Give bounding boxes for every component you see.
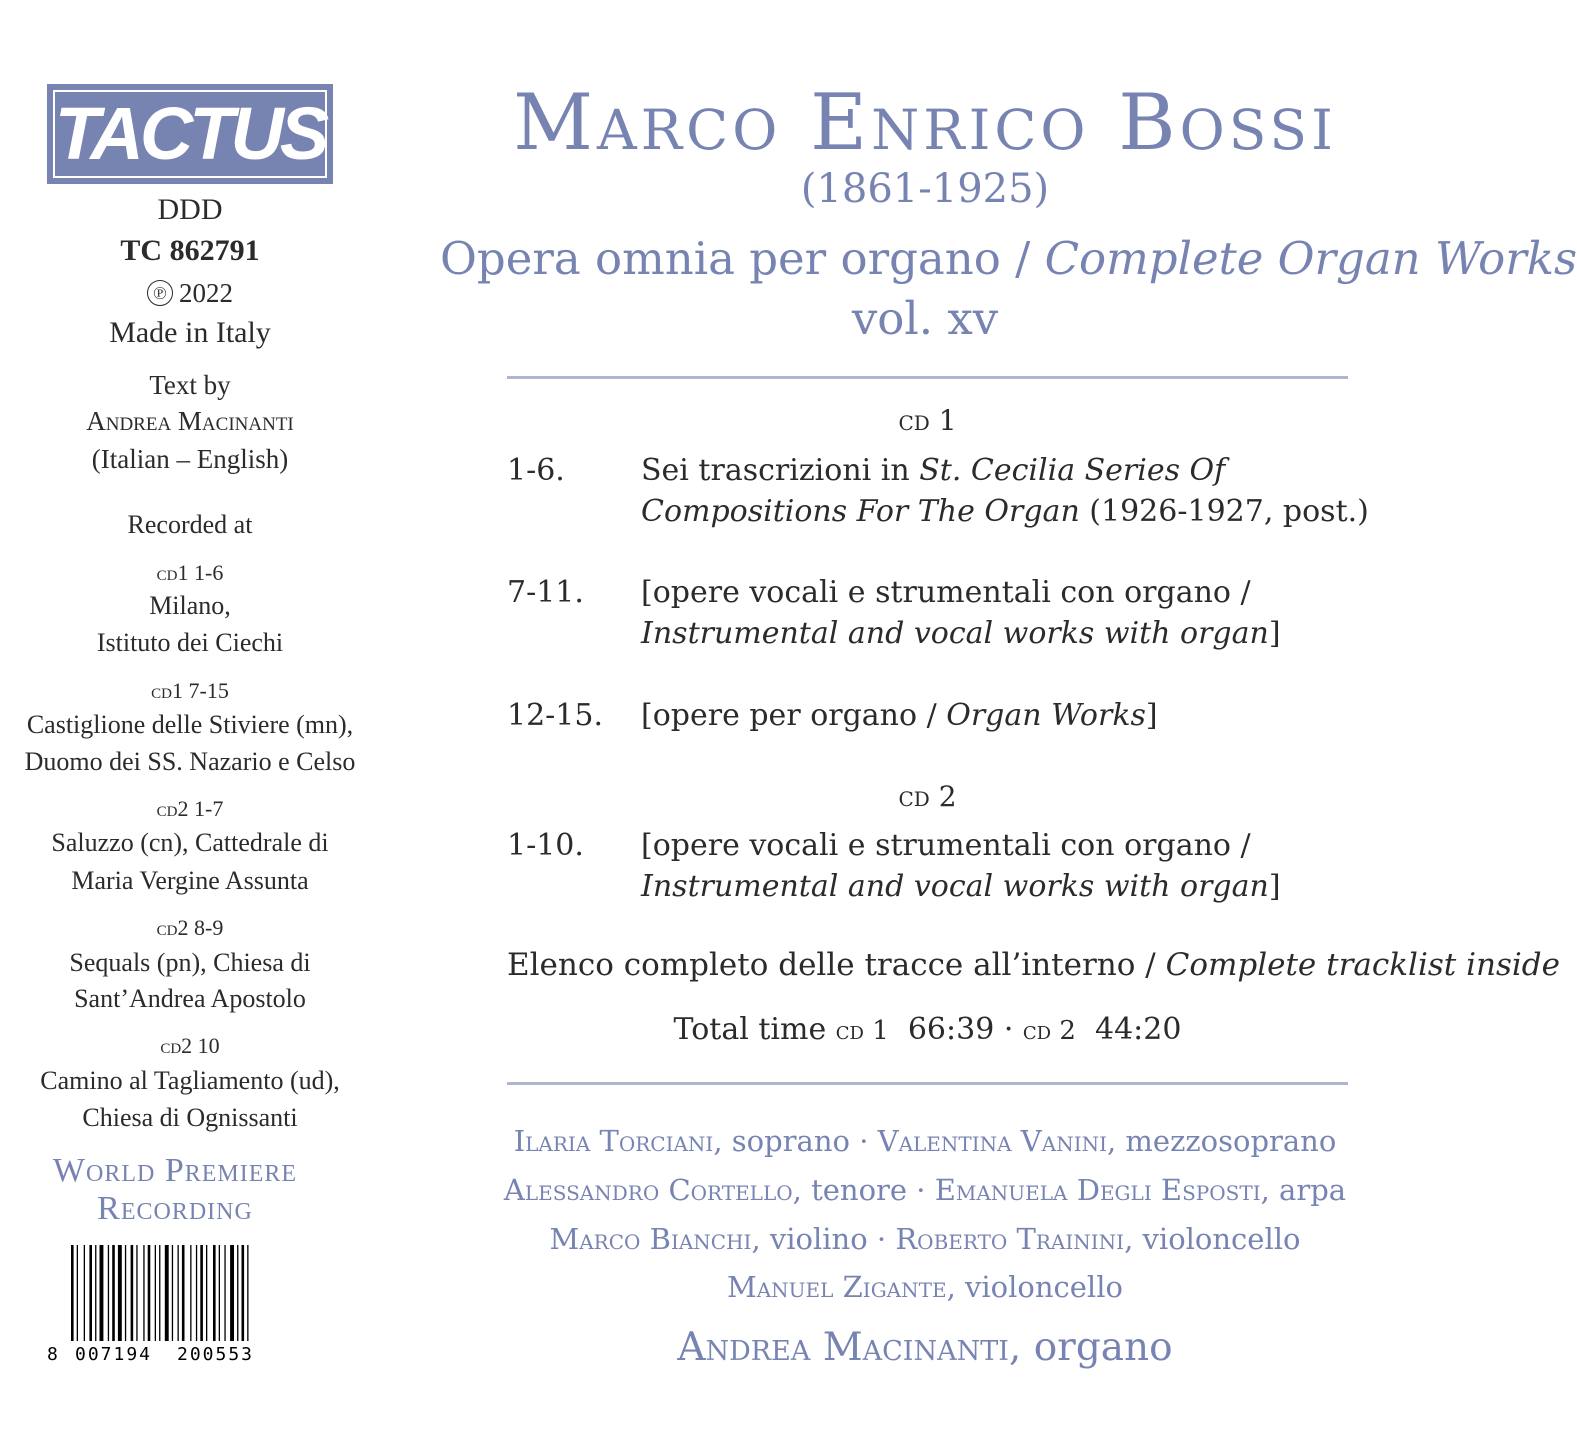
track-text-italic: Compositions For The Organ [641, 494, 1080, 529]
barcode-bar [172, 1245, 173, 1341]
track-number: 1-10. [507, 828, 584, 863]
barcode-bar [100, 1245, 104, 1341]
barcode-bar [219, 1245, 220, 1341]
performer-line [440, 1173, 1410, 1207]
performer-name: Marco Bianchi [549, 1222, 752, 1256]
total-time-cd2: 44:20 [1095, 1012, 1182, 1047]
barcode-left-digits: 007194 [75, 1344, 153, 1365]
barcode-bar [237, 1245, 238, 1341]
barcode-bar [71, 1245, 74, 1353]
world-premiere-line1: World Premiere [52, 1152, 298, 1189]
track-description [641, 572, 1281, 654]
text-by-name: Andrea Macinanti [86, 406, 294, 436]
track-number: 12-15. [507, 698, 604, 733]
tracklist-note [507, 947, 1560, 983]
venue-line: Chiesa di Ognissanti [82, 1103, 298, 1132]
logo-text: TACTUS [54, 92, 326, 175]
track-text: (1926-1927, post.) [1079, 494, 1369, 529]
barcode-bar [190, 1245, 191, 1341]
barcode-bar [125, 1245, 126, 1341]
track-text-italic: Instrumental and vocal works with organ [641, 616, 1269, 651]
tracklist-english: Complete tracklist inside [1165, 947, 1560, 983]
venue-tracks: cd2 8-9 [156, 915, 224, 940]
performer-role: , violoncello [946, 1270, 1123, 1304]
track-text: ] [1145, 698, 1158, 733]
barcode-bar [165, 1245, 169, 1353]
venue-line: Castiglione delle Stiviere (mn), [26, 710, 354, 739]
barcode-first-digit: 8 [47, 1344, 58, 1365]
made-in: Made in Italy [109, 316, 271, 349]
total-time-cd2-label: cd 2 [1022, 1016, 1076, 1046]
barcode-bar [213, 1245, 216, 1341]
venue-line: Camino al Tagliamento (ud), [40, 1066, 340, 1095]
composer-dates: (1861-1925) [800, 166, 1050, 212]
total-time-cd1-label: cd 1 [835, 1016, 889, 1046]
divider-bottom [507, 1082, 1348, 1085]
phonogram-icon: ℗ [147, 280, 173, 306]
volume-number: vol. xv [851, 292, 999, 345]
album-subtitle [440, 232, 1577, 285]
track-text-italic: Instrumental and vocal works with organ [641, 869, 1269, 904]
performer-role: , mezzosoprano [1107, 1124, 1337, 1158]
performer-line [440, 1270, 1410, 1304]
venue-line: Saluzzo (cn), Cattedrale di [51, 828, 329, 857]
barcode-bar [242, 1245, 245, 1341]
venue-tracks: cd2 1-7 [156, 796, 224, 821]
recorded-at-label: Recorded at [127, 510, 253, 539]
performer-name: Ilaria Torciani [513, 1124, 714, 1158]
performer-name: Emanuela Degli Esposti [934, 1173, 1261, 1207]
composer-name: Marco Enrico Bossi [513, 78, 1337, 168]
venue-line: Duomo dei SS. Nazario e Celso [24, 747, 356, 776]
performer-name: Alessandro Cortello [503, 1173, 793, 1207]
venue-line: Milano, [149, 591, 231, 620]
barcode-right-digits: 200553 [177, 1344, 255, 1365]
barcode-bar [206, 1245, 207, 1341]
catalog-number: TC 862791 [120, 234, 260, 267]
barcode-bar [196, 1245, 197, 1341]
barcode-bar [112, 1245, 115, 1341]
venue-line: Sequals (pn), Chiesa di [69, 948, 311, 977]
subtitle-english: Complete Organ Works [1044, 232, 1577, 285]
barcode-bar [159, 1245, 160, 1353]
performer-name: Valentina Vanini [877, 1124, 1107, 1158]
divider-top [507, 376, 1348, 379]
organist-line [440, 1325, 1410, 1370]
barcode-bar [108, 1245, 109, 1341]
total-time [507, 1012, 1348, 1047]
copyright-year: 2022 [179, 278, 233, 308]
barcode-bar [148, 1245, 151, 1341]
barcode-bar [200, 1245, 203, 1341]
barcode-bar [178, 1245, 179, 1341]
barcode-bar [89, 1245, 92, 1341]
performer-separator: · [867, 1222, 896, 1256]
performer-role: , soprano [713, 1124, 850, 1158]
cd2-heading: cd 2 [898, 780, 957, 813]
venue-line: Sant’Andrea Apostolo [74, 984, 306, 1013]
track-number: 7-11. [507, 575, 584, 610]
performer-line [440, 1124, 1410, 1158]
performer-role: , violino [751, 1222, 868, 1256]
copyright-line [10, 278, 370, 309]
performer-role: , tenore [792, 1173, 908, 1207]
performer-name: Roberto Trainini [895, 1222, 1125, 1256]
performer-separator: · [849, 1124, 878, 1158]
barcode-bar [143, 1245, 144, 1341]
track-text: ] [1268, 869, 1281, 904]
track-description [641, 695, 1158, 736]
total-time-cd1: 66:39 [907, 1012, 995, 1047]
track-text: [opere vocali e strumentali con organo / [641, 575, 1251, 610]
subtitle-separator: / [1000, 232, 1045, 285]
track-text: ] [1268, 616, 1281, 651]
organist-name: Andrea Macinanti [677, 1325, 1009, 1370]
cd1-heading: cd 1 [898, 404, 957, 437]
barcode-bar [224, 1245, 225, 1341]
performer-separator: · [907, 1173, 935, 1207]
barcode-bar [77, 1245, 78, 1353]
text-by-label: Text by [149, 370, 231, 400]
track-text: [opere per organo / [641, 698, 947, 733]
barcode-bar [136, 1245, 137, 1341]
track-text: [opere vocali e strumentali con organo / [641, 828, 1251, 863]
world-premiere-line2: Recording [97, 1190, 253, 1227]
performer-role: , violoncello [1124, 1222, 1301, 1256]
performer-line [440, 1222, 1410, 1256]
track-description [641, 825, 1281, 907]
track-text: Sei trascrizioni in [641, 453, 920, 488]
subtitle-italian: Opera omnia per organo [440, 232, 1001, 285]
barcode-bar [84, 1245, 85, 1341]
barcode-bar [155, 1245, 156, 1341]
performer-name: Manuel Zigante [727, 1270, 947, 1304]
barcode-bar [230, 1245, 234, 1341]
languages: (Italian – English) [91, 444, 289, 474]
format-code: DDD [157, 193, 223, 226]
total-time-separator: · [994, 1012, 1023, 1047]
organist-role: , organo [1008, 1325, 1173, 1370]
total-time-label: Total time [673, 1012, 836, 1047]
track-text-italic: Organ Works [946, 698, 1146, 733]
barcode [45, 1245, 290, 1365]
track-description [641, 450, 1369, 532]
performer-role: , arpa [1260, 1173, 1347, 1207]
venue-tracks: cd1 7-15 [151, 678, 229, 703]
track-number: 1-6. [507, 453, 565, 488]
barcode-bar [247, 1245, 248, 1353]
venue-line: Maria Vergine Assunta [71, 866, 309, 895]
tracklist-italian: Elenco completo delle tracce all’interno / [507, 947, 1166, 983]
track-text-italic: St. Cecilia Series Of [919, 453, 1226, 488]
barcode-bar [131, 1245, 134, 1341]
venue-line: Istituto dei Ciechi [96, 628, 284, 657]
venue-tracks: cd1 1-6 [156, 560, 224, 585]
barcode-bar [95, 1245, 96, 1341]
tactus-logo [47, 84, 333, 184]
barcode-bar [118, 1245, 122, 1341]
barcode-bar [182, 1245, 185, 1341]
venue-tracks: cd2 10 [160, 1033, 220, 1058]
